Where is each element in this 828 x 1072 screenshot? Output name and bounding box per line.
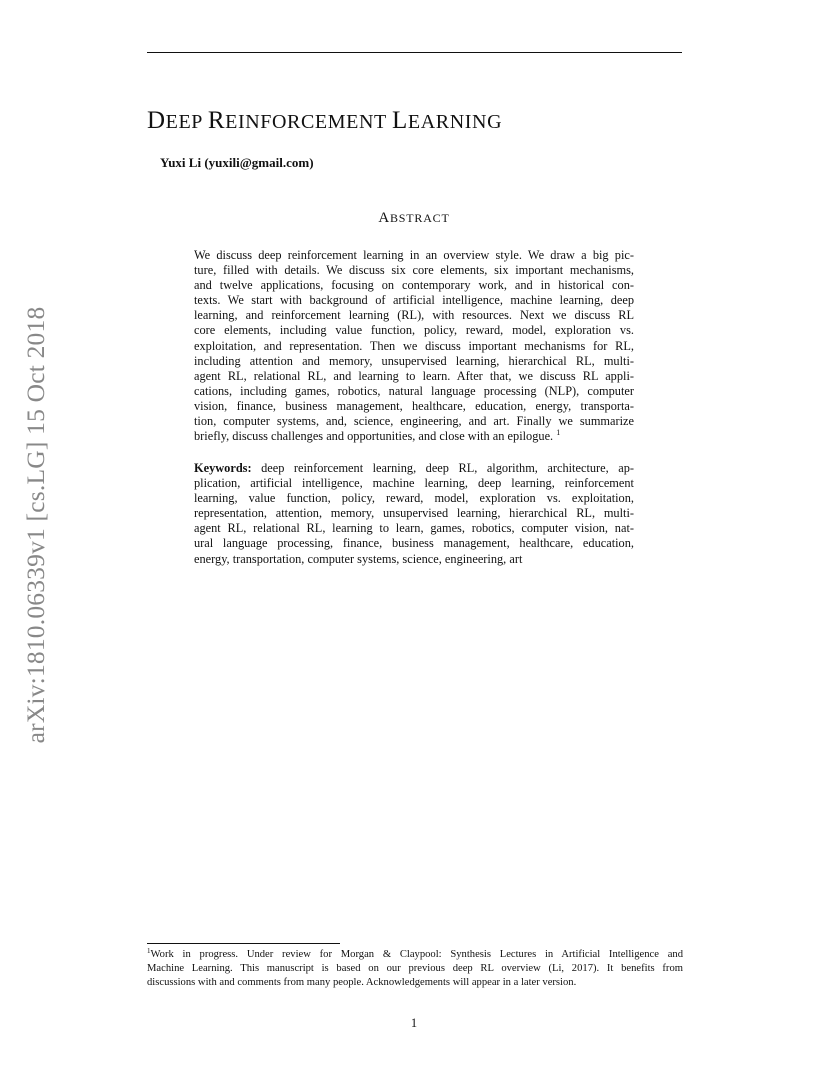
keywords-line: ural language processing, finance, business management, healthcare, education, xyxy=(194,536,634,551)
abstract-line: exploitation, and representation. Then we discuss important mechanisms for RL, xyxy=(194,338,634,353)
title-part: EEP xyxy=(165,111,208,133)
abstract-line: cations, including games, robotics, natural language processing (NLP), computer xyxy=(194,383,634,398)
title-part: EARNING xyxy=(407,111,503,133)
top-rule xyxy=(147,52,682,53)
abstract-line: texts. We start with background of artificial intelligence, machine learning, deep xyxy=(194,293,634,308)
abstract-line: including attention and memory, unsupervised learning, hierarchical RL, multi- xyxy=(194,353,634,368)
footnote-mark: 1 xyxy=(147,948,151,955)
title-part: L xyxy=(392,107,408,134)
footnote-rule xyxy=(147,943,340,944)
keywords-line: plication, artificial intelligence, machine learning, deep learning, reinforcement xyxy=(194,476,634,491)
title-part: EINFORCEMENT xyxy=(225,111,393,133)
keywords-line: representation, attention, memory, unsupervised learning, hierarchical RL, multi- xyxy=(194,506,634,521)
abstract-line: We discuss deep reinforcement learning in an overview style. We draw a big pic- xyxy=(194,248,634,262)
keywords-first-line xyxy=(194,461,634,476)
footnote-marker[interactable]: 1 xyxy=(556,429,561,438)
author-line: Yuxi Li (yuxili@gmail.com) xyxy=(160,155,314,170)
keywords-block xyxy=(194,461,634,567)
footnote-line: discussions with and comments from many people. Acknowledgements will appear in a later version. xyxy=(147,977,577,989)
abstract-line: learning, and reinforcement learning (RL), with resources. Next we discuss RL xyxy=(194,308,634,323)
abstract-heading-part: BSTRACT xyxy=(390,211,450,225)
footnote-first-line xyxy=(147,948,683,962)
abstract-line: agent RL, relational RL, and learning to learn. After that, we discuss RL appli- xyxy=(194,368,634,383)
abstract-body xyxy=(194,248,634,444)
keywords-line: energy, transportation, computer systems, science, engineering, art xyxy=(194,551,523,566)
abstract-line: briefly, discuss challenges and opportunities, and close with an epilogue. xyxy=(194,429,554,444)
abstract-line: core elements, including value function, policy, reward, model, exploration vs. xyxy=(194,323,634,338)
paper-title xyxy=(147,106,502,136)
footnote-line: Machine Learning. This manuscript is based on our previous deep RL overview (Li, 2017). It benefits from xyxy=(147,963,683,975)
keywords-label: Keywords: xyxy=(194,461,252,475)
keywords-line: learning, value function, policy, reward, model, exploration vs. exploitation, xyxy=(194,491,634,506)
abstract-last-line xyxy=(194,429,634,444)
keywords-line: deep reinforcement learning, deep RL, algorithm, architecture, ap- xyxy=(261,461,634,475)
keywords-line: agent RL, relational RL, learning to learn, games, robotics, computer vision, nat- xyxy=(194,521,634,536)
abstract-line: tion, computer systems, and, science, engineering, and art. Finally we summarize xyxy=(194,414,634,429)
arxiv-identifier-stamp: arXiv:1810.06339v1 [cs.LG] 15 Oct 2018 xyxy=(21,306,50,744)
abstract-heading-part: A xyxy=(378,210,390,226)
footnote xyxy=(147,948,683,991)
footnote-line: Work in progress. Under review for Morgan & Claypool: Synthesis Lectures in Artificial Intelligence and xyxy=(150,949,683,960)
abstract-line: vision, finance, business management, healthcare, education, energy, transporta- xyxy=(194,398,634,413)
title-part: R xyxy=(207,107,226,134)
abstract-line: and twelve applications, focusing on contemporary work, and in historical con- xyxy=(194,278,634,293)
abstract-heading xyxy=(0,210,828,227)
title-part: D xyxy=(147,107,166,134)
page-number: 1 xyxy=(410,1016,418,1030)
abstract-line: ture, filled with details. We discuss six core elements, six important mechanisms, xyxy=(194,263,634,278)
